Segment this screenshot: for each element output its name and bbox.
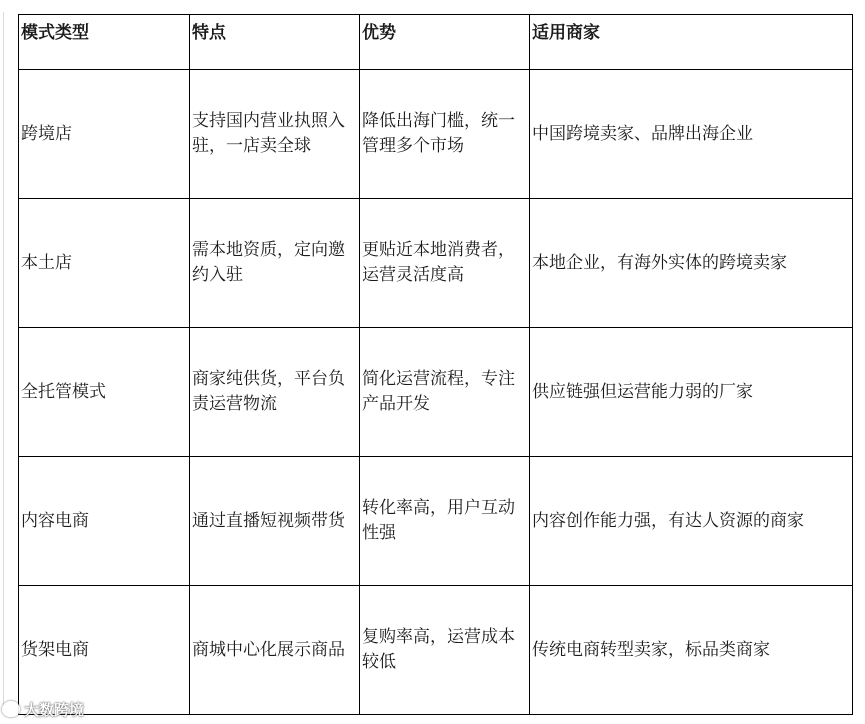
header-features: 特点	[190, 15, 360, 70]
cell-features: 需本地资质，定向邀约入驻	[190, 199, 360, 328]
table-row	[19, 199, 853, 328]
mode-comparison-table	[18, 14, 853, 715]
table-row	[19, 586, 853, 715]
cell-suitable-merchants: 内容创作能力强，有达人资源的商家	[530, 457, 853, 586]
watermark-text: 大数跨境	[24, 700, 85, 719]
cell-mode-type: 跨境店	[19, 70, 190, 199]
cell-advantages: 更贴近本地消费者，运营灵活度高	[360, 199, 530, 328]
cell-advantages: 降低出海门槛，统一管理多个市场	[360, 70, 530, 199]
cell-mode-type: 本土店	[19, 199, 190, 328]
header-mode-type: 模式类型	[19, 15, 190, 70]
cell-suitable-merchants: 中国跨境卖家、品牌出海企业	[530, 70, 853, 199]
cell-suitable-merchants: 传统电商转型卖家，标品类商家	[530, 586, 853, 715]
cell-advantages: 复购率高，运营成本较低	[360, 586, 530, 715]
cell-mode-type: 内容电商	[19, 457, 190, 586]
cell-features: 支持国内营业执照入驻，一店卖全球	[190, 70, 360, 199]
cell-suitable-merchants: 本地企业，有海外实体的跨境卖家	[530, 199, 853, 328]
header-advantages: 优势	[360, 15, 530, 70]
cell-suitable-merchants: 供应链强但运营能力弱的厂家	[530, 328, 853, 457]
cell-features: 通过直播短视频带货	[190, 457, 360, 586]
watermark	[2, 698, 84, 720]
cell-advantages: 转化率高，用户互动性强	[360, 457, 530, 586]
table-row	[19, 70, 853, 199]
cell-advantages: 简化运营流程，专注产品开发	[360, 328, 530, 457]
table-header-row	[19, 15, 853, 70]
top-margin	[0, 0, 865, 14]
table-row	[19, 457, 853, 586]
page-guide-line	[3, 12, 4, 712]
table-row	[19, 328, 853, 457]
cell-mode-type: 货架电商	[19, 586, 190, 715]
cell-features: 商城中心化展示商品	[190, 586, 360, 715]
cell-mode-type: 全托管模式	[19, 328, 190, 457]
brand-logo-icon	[2, 701, 20, 717]
header-suitable-merchants: 适用商家	[530, 15, 853, 70]
cell-features: 商家纯供货，平台负责运营物流	[190, 328, 360, 457]
